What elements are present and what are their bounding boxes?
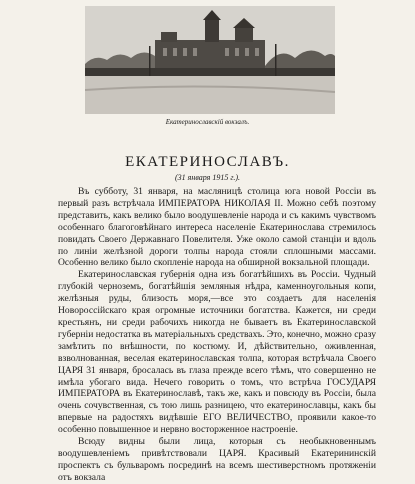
- photo-caption: Екатеринославскій вокзалъ.: [165, 118, 250, 126]
- paragraph: Екатеринославская губернія одна изъ богатѣйшихъ въ Россіи. Чудный глубокій черноземъ, богатѣйшія земляныя нѣдра, каменноугольныя копи, желѣзныя руды, близость моря,—все это создаетъ для населенія Новороссійскаго края огромные источники богатства. Кажется, ни среди крестьянъ, ни среди рабочихъ никогда не бываетъ въ Екатеринославской губерніи недостатка въ матеріальныхъ средствахъ. Это, конечно, можно сразу замѣтить по внѣшности, по костюму. И, дѣйствительно, оживленная, взволнованная, веселая екатеринославская толпа, которая встрѣчала Своего ЦАРЯ 31 января, бросалась въ глаза прежде всего тѣмъ, что совершенно не имѣла убогаго вида. Нечего говорить о томъ, что встрѣча ГОСУДАРЯ ИМПЕРАТОРА въ Екатеринославѣ, такъ же, какъ и повсюду въ Россіи, была очень сочувственная, съ тою лишь разницею, что екатеринославцы, какъ бы впервые на радостяхъ видѣвшіе ЕГО ВЕЛИЧЕСТВО, проявили какое-то особенно повышенное и нервно восторженное настроеніе.: [58, 269, 376, 436]
- station-photo: [85, 6, 335, 114]
- station-photo-drawing: [85, 6, 335, 114]
- article-date: (31 января 1915 г.).: [174, 173, 241, 182]
- paragraph: Всюду видны были лица, которыя съ необыкновеннымъ воодушевленіемъ привѣтствовали ЦАРЯ. Красивый Екатерининскій проспектъ съ бульваромъ посрединѣ на всемъ шестиверстномъ протяженіи отъ вокзала: [58, 436, 376, 483]
- article-title: ЕКАТЕРИНОСЛАВЪ.: [125, 154, 290, 170]
- paragraph: Въ субботу, 31 января, на масляницѣ столица юга новой Россіи въ первый разъ встрѣчала ИМПЕРАТОРА НИКОЛАЯ II. Можно себѣ поэтому представить, какъ велико было воодушевленіе народа и съ какимъ чувствомъ особеннаго благоговѣйнаго интереса населеніе Екатеринослава стремилось повидать Своего Державнаго Повелителя. Уже около самой станціи и вдоль по линіи желѣзной дороги толпы народа стояли сплошными массами. Особенно велико было скопленіе народа на обширной вокзальной площади.: [58, 186, 376, 269]
- article-body: [58, 186, 376, 484]
